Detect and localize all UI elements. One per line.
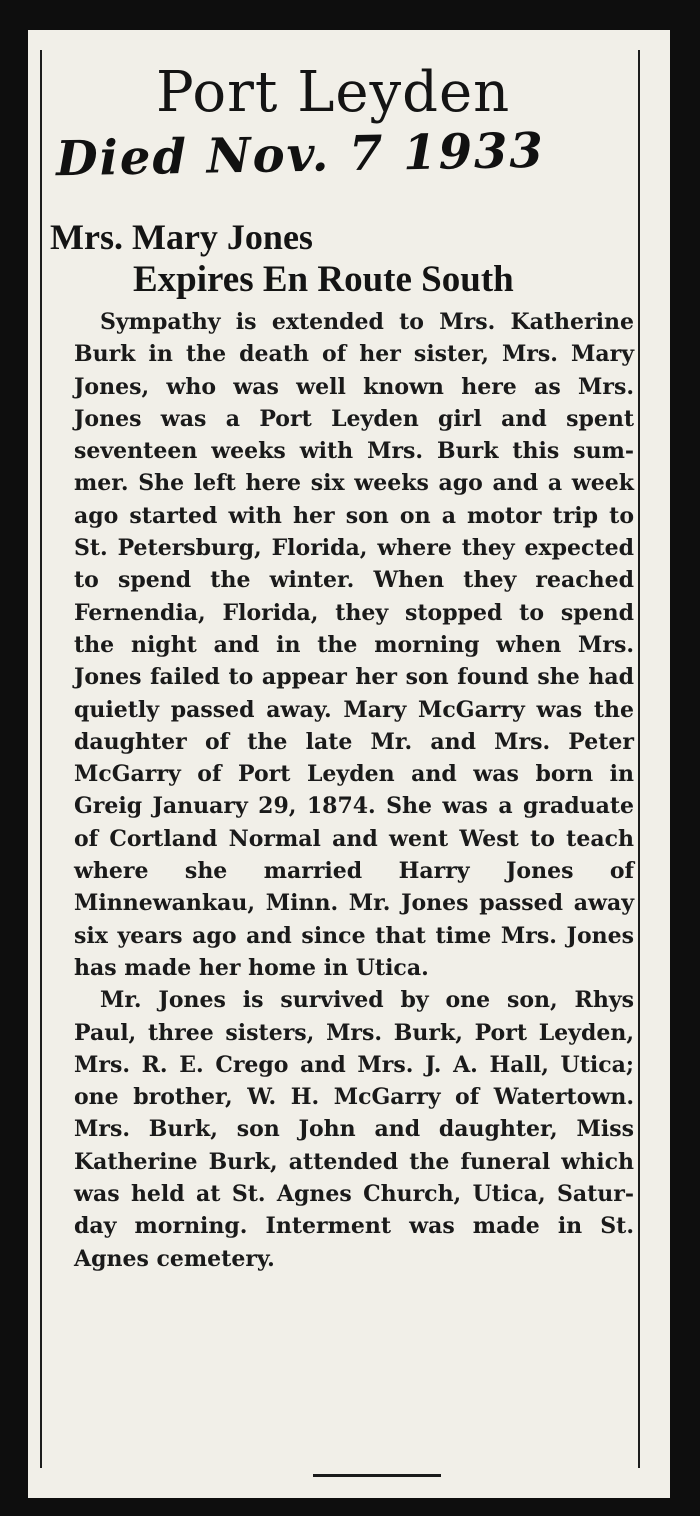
handwritten-date-annotation: Died Nov. 7 1933	[55, 122, 546, 188]
headline-line-2: Expires En Route South	[133, 259, 514, 300]
section-heading: Port Leyden	[156, 60, 511, 125]
column-rule-right	[638, 50, 640, 1468]
article-paragraph-2: Mr. Jones is survived by one son, Rhys Paul, three sisters, Mrs. Burk, Port Leyden, Mrs. R. E. Crego and Mrs. J. A. Hall, Utica; one brother, W. H. McGarry of Watertown. Mrs. Burk, son John and daughter, Miss Katherine Burk, attended the funeral which was held at St. Agnes Church, Utica, Saturday morning. Interment was made in St. Agnes cemetery.	[74, 987, 634, 1272]
article-paragraph-1: Sympathy is extended to Mrs. Katherine Burk in the death of her sister, Mrs. Mary Jones, who was well known here as Mrs. Jones was a Port Leyden girl and spent seventeen weeks with Mrs. Burk this summer. She left here six weeks ago and a week ago started with her son on a motor trip to St. Petersburg, Florida, where they expected to spend the winter. When they reached Fernendia, Florida, they stopped to spend the night and in the morning when Mrs. Jones failed to appear her son found she had quietly passed away. Mary McGarry was the daughter of the late Mr. and Mrs. Peter McGarry of Port Leyden and was born in Greig January 29, 1874. She was a graduate of Cortland Normal and went West to teach where she married Harry Jones of Minnewankau, Minn. Mr. Jones passed away six years ago and since that time Mrs. Jones has made her home in Utica.	[74, 309, 634, 981]
column-rule-left	[40, 50, 42, 1468]
end-of-article-rule	[313, 1474, 441, 1477]
article-body	[74, 306, 634, 1275]
newspaper-clipping	[28, 30, 670, 1498]
headline-line-1: Mrs. Mary Jones	[50, 217, 313, 257]
